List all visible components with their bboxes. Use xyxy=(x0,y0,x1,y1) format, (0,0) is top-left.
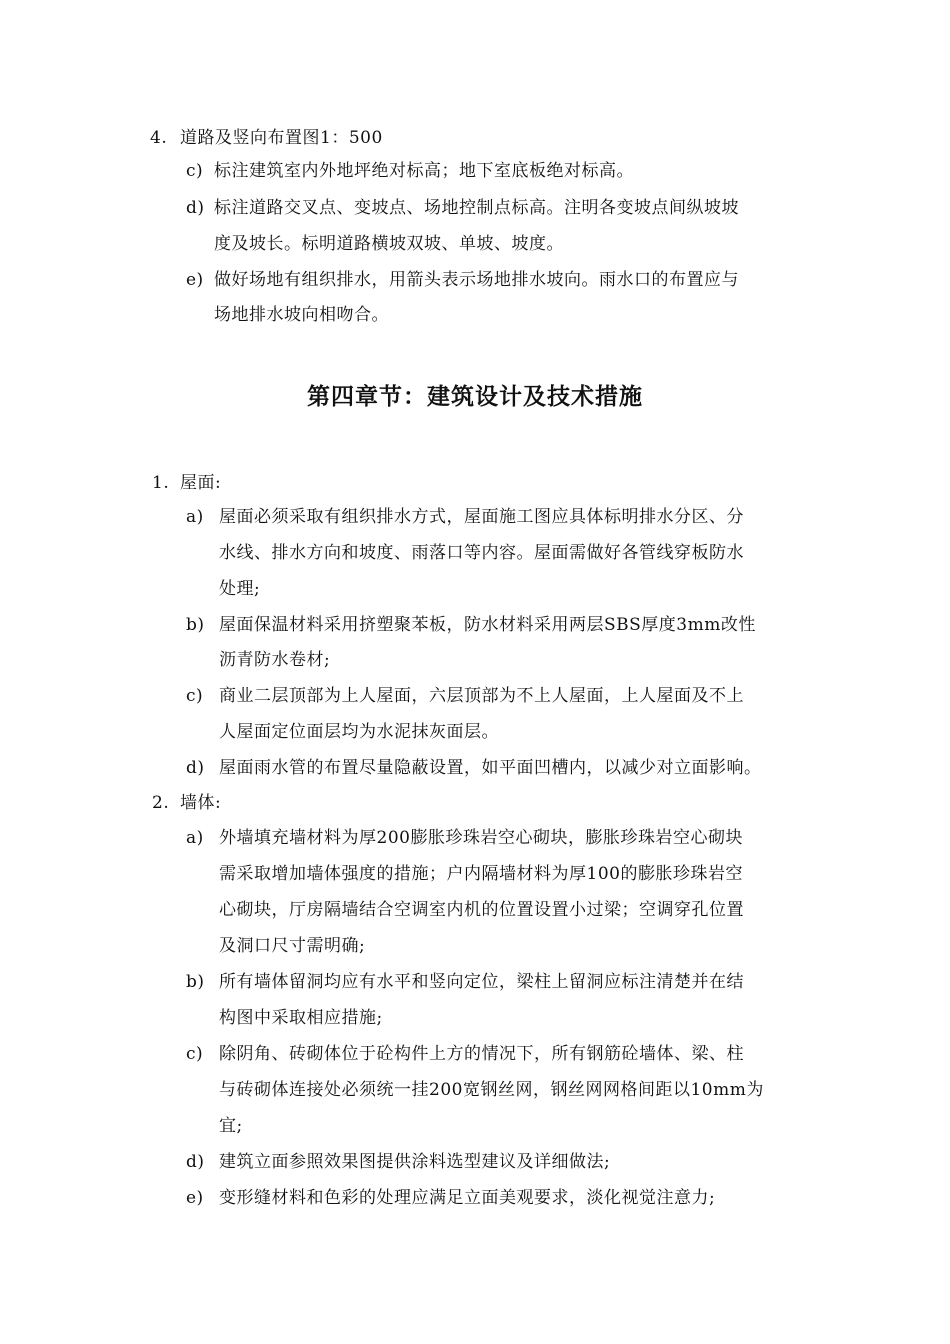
section-wall-number: 2. xyxy=(152,793,170,813)
list-item-line: 人屋面定位面层均为水泥抹灰面层。 xyxy=(219,722,499,742)
section-road-number: 4. xyxy=(150,128,168,148)
list-item-line: 需采取增加墙体强度的措施；户内隔墙材料为厚100的膨胀珍珠岩空 xyxy=(219,864,743,884)
section-wall-title: 墙体: xyxy=(180,793,222,813)
list-item-line: 及洞口尺寸需明确; xyxy=(219,936,366,956)
list-marker: b) xyxy=(186,615,205,635)
list-item-line: 场地排水坡向相吻合。 xyxy=(214,305,389,325)
list-marker: c) xyxy=(186,161,204,181)
list-item-line: 构图中采取相应措施; xyxy=(219,1008,383,1028)
list-item-line: 标注道路交叉点、变坡点、场地控制点标高。注明各变坡点间纵坡坡 xyxy=(214,198,739,218)
list-item-line: 所有墙体留洞均应有水平和竖向定位，梁柱上留洞应标注清楚并在结 xyxy=(219,972,744,992)
section-roof-title: 屋面: xyxy=(180,473,222,493)
list-item-line: 度及坡长。标明道路横坡双坡、单坡、坡度。 xyxy=(214,234,564,254)
section-roof-number: 1. xyxy=(152,473,170,493)
chapter-title: 第四章节：建筑设计及技术措施 xyxy=(307,383,643,410)
list-item-line: 变形缝材料和色彩的处理应满足立面美观要求，淡化视觉注意力; xyxy=(219,1188,716,1208)
list-marker: a) xyxy=(186,507,204,527)
list-item-line: 屋面保温材料采用挤塑聚苯板，防水材料采用两层SBS厚度3mm改性 xyxy=(219,615,756,635)
list-marker: c) xyxy=(186,686,204,706)
list-item-line: 外墙填充墙材料为厚200膨胀珍珠岩空心砌块，膨胀珍珠岩空心砌块 xyxy=(219,828,743,848)
list-marker: e) xyxy=(186,1188,204,1208)
list-item-line: 宜; xyxy=(219,1116,243,1136)
list-item-line: 心砌块，厅房隔墙结合空调室内机的位置设置小过梁；空调穿孔位置 xyxy=(219,900,744,920)
list-item-line: 商业二层顶部为上人屋面，六层顶部为不上人屋面，上人屋面及不上 xyxy=(219,686,744,706)
list-marker: d) xyxy=(186,1152,205,1172)
section-road-title: 道路及竖向布置图1：500 xyxy=(180,128,383,148)
list-item-line: 沥青防水卷材; xyxy=(219,650,331,670)
list-marker: a) xyxy=(186,828,204,848)
list-item-line: 水线、排水方向和坡度、雨落口等内容。屋面需做好各管线穿板防水 xyxy=(219,543,744,563)
list-marker: b) xyxy=(186,972,205,992)
list-marker: e) xyxy=(186,270,204,290)
list-item-line: 除阴角、砖砌体位于砼构件上方的情况下，所有钢筋砼墙体、梁、柱 xyxy=(219,1044,744,1064)
list-marker: c) xyxy=(186,1044,204,1064)
list-marker: d) xyxy=(186,198,205,218)
list-item-line: 处理; xyxy=(219,579,261,599)
list-item-line: 建筑立面参照效果图提供涂料选型建议及详细做法; xyxy=(219,1152,611,1172)
list-item-line: 做好场地有组织排水，用箭头表示场地排水坡向。雨水口的布置应与 xyxy=(214,270,739,290)
list-marker: d) xyxy=(186,758,205,778)
list-item-line: 屋面必须采取有组织排水方式，屋面施工图应具体标明排水分区、分 xyxy=(219,507,744,527)
list-item-line: 屋面雨水管的布置尽量隐蔽设置，如平面凹槽内，以减少对立面影响。 xyxy=(219,758,762,778)
list-item-line: 与砖砌体连接处必须统一挂200宽钢丝网，钢丝网网格间距以10mm为 xyxy=(219,1080,764,1100)
list-item-line: 标注建筑室内外地坪绝对标高；地下室底板绝对标高。 xyxy=(214,161,634,181)
